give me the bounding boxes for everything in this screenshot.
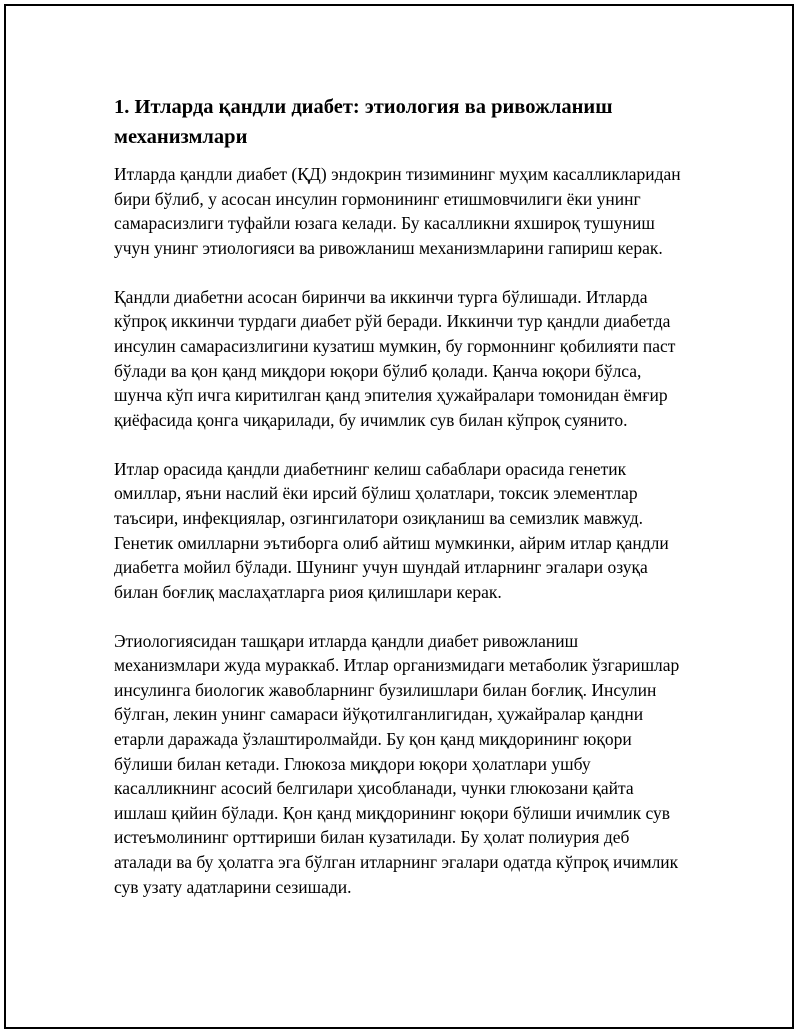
paragraph-causes: Итлар орасида қандли диабетнинг келиш сабаблари орасида генетик омиллар, яъни наслий ёки ирсий бўлиш ҳолатлари, токсик элементлар таъсири, инфекциялар, озгингилатори озиқланиш ва семизлик мавжуд. Генетик омилларни эътиборга олиб айтиш мумкинки, айрим итлар қандли диабетга мойил бўлади. Шунинг учун шундай итларнинг эгалари озуқа билан боғлиқ маслаҳатларга риоя қилишлари керак.: [114, 458, 669, 602]
paragraph-diabetes-types: Қандли диабетни асосан биринчи ва иккинчи турга бўлишади. Итларда кўпроқ иккинчи турдаги диабет рўй беради. Иккинчи тур қандли диабетда инсулин самарасизлигини кузатиш мумкин, бу гормоннинг қобилияти паст бўлади ва қон қанд миқдори юқори бўлиб қолади. Қанча юқори бўлса, шунча кўп ичга киритилган қанд эпителия ҳужайралари томонидан ёмғир қиёфасида қонга чиқарилади, бу ичимлик сув билан кўпроқ суянито.: [114, 286, 676, 430]
paragraph-intro: Итларда қандли диабет (ҚД) эндокрин тизимининг муҳим касалликларидан бири бўлиб, у асосан инсулин гормонининг етишмовчилиги ёки унинг самарасизлиги туфайли юзага келади. Бу касалликни яхшироқ тушуниш учун унинг этиологияси ва ривожланиш механизмларини гапириш керак.: [114, 164, 681, 258]
document-body: [114, 92, 686, 924]
paragraph-mechanisms: Этиологиясидан ташқари итларда қандли диабет ривожланиш механизмлари жуда мураккаб. Итлар организмидаги метаболик ўзгаришлар инсулинга биологик жавобларнинг бузилишлари билан боғлиқ. Инсулин бўлган, лекин унинг самараси йўқотилганлигидан, ҳужайралар қандни етарли даражада ўзлаштиролмайди. Бу қон қанд миқдорининг юқори бўлиши билан кетади. Глюкоза миқдори юқори ҳолатлари ушбу касалликнинг асосий белгилари ҳисобланади, чунки глюкозани қайта ишлаш қийин бўлади. Қон қанд миқдорининг юқори бўлиши ичимлик сув истеъмолининг орттириши билан кузатилади. Бу ҳолат полиурия деб аталади ва бу ҳолатга эга бўлган итларнинг эгалари одатда кўпроқ ичимлик сув узату адатларини сезишади.: [114, 630, 680, 897]
section-heading: 1. Итларда қандли диабет: этиология ва ривожланиш механизмлари: [114, 96, 613, 148]
